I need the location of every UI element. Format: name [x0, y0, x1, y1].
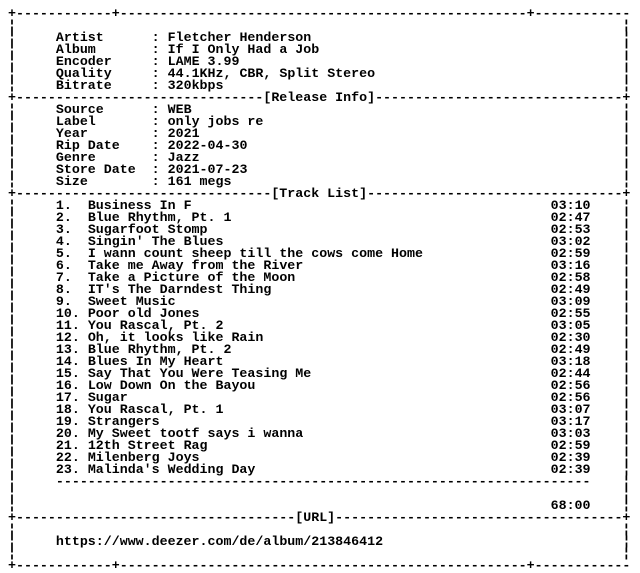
track-duration: 02:49 [550, 282, 591, 297]
row-edge: ¦ [8, 126, 56, 141]
track-number: 12. [55, 330, 88, 345]
track-duration: 03:05 [550, 318, 591, 333]
row-edge: ¦ [311, 30, 631, 45]
row-edge: ¦ [8, 78, 56, 93]
track-number: 20. [55, 426, 88, 441]
separator: : [143, 66, 168, 81]
row-edge: ¦ [8, 150, 56, 165]
row-edge: ¦ [8, 210, 56, 225]
row-edge: ¦ [247, 162, 631, 177]
separator: : [143, 174, 168, 189]
track-number: 1. [55, 198, 88, 213]
row-edge: ¦ [199, 150, 631, 165]
track-title: You Rascal, Pt. 2 [87, 318, 224, 333]
track-title: Blue Rhythm, Pt. 2 [87, 342, 232, 357]
row-edge: ¦ [8, 438, 56, 453]
row-edge: ¦ [8, 30, 56, 45]
row-edge: ¦ [590, 450, 631, 465]
track-title: Business In F [87, 198, 192, 213]
blank-row: ¦ ¦ [8, 486, 631, 501]
row-edge: ¦ [590, 390, 631, 405]
row-edge: ¦ [8, 294, 56, 309]
rip-date-label: Rip Date [55, 138, 144, 153]
section-rule: +----------------------------------- [8, 510, 296, 525]
bitrate-label: Bitrate [55, 78, 144, 93]
row-edge: ¦ [590, 414, 631, 429]
row-edge: ¦ [8, 42, 56, 57]
total-rule: ¦ ------------------------------------------------------------------- ¦ [8, 474, 631, 489]
separator: : [143, 162, 168, 177]
row-edge: ¦ [590, 402, 631, 417]
row-edge: ¦ [8, 534, 56, 549]
artist-value: Fletcher Henderson [167, 30, 312, 45]
row-edge: ¦ [590, 210, 631, 225]
row-edge: ¦ [590, 354, 631, 369]
row-edge: ¦ [590, 366, 631, 381]
row-edge: ¦ [247, 138, 631, 153]
section-rule: +-------------------------------- [8, 186, 272, 201]
row-edge: ¦ [590, 438, 631, 453]
bitrate-value: 320kbps [167, 78, 224, 93]
track-number: 5. [55, 246, 88, 261]
artist-label: Artist [55, 30, 144, 45]
row-edge: ¦ [8, 258, 56, 273]
year-label: Year [55, 126, 144, 141]
row-edge: ¦ [8, 318, 56, 333]
track-title: Singin' The Blues [87, 234, 224, 249]
row-edge: ¦ [375, 66, 631, 81]
track-duration: 02:39 [550, 450, 591, 465]
album-label: Album [55, 42, 144, 57]
label-value: only jobs re [167, 114, 264, 129]
blank-row: ¦ ¦ [8, 546, 631, 561]
row-edge: ¦ [8, 414, 56, 429]
track-number: 3. [55, 222, 88, 237]
section-rule: -------------------------------+ [375, 90, 631, 105]
track-duration: 03:17 [550, 414, 591, 429]
row-edge: ¦ [8, 402, 56, 417]
row-edge: ¦ [590, 234, 631, 249]
quality-value: 44.1KHz, CBR, Split Stereo [167, 66, 376, 81]
track-duration: 03:07 [550, 402, 591, 417]
row-edge: ¦ [199, 126, 631, 141]
row-edge: ¦ [590, 306, 631, 321]
track-title: Malinda's Wedding Day [87, 462, 256, 477]
track-duration: 02:58 [550, 270, 591, 285]
album-url: https://www.deezer.com/de/album/213846412 [55, 534, 384, 549]
rip-date-value: 2022-04-30 [167, 138, 248, 153]
track-number: 13. [55, 342, 88, 357]
track-number: 8. [55, 282, 88, 297]
row-edge: ¦ [8, 114, 56, 129]
row-edge: ¦ [8, 498, 551, 513]
bottom-border: +------------+---------------------------------------------------+------------ [8, 558, 631, 573]
track-number: 19. [55, 414, 88, 429]
row-edge: ¦ [590, 222, 631, 237]
track-duration: 03:03 [550, 426, 591, 441]
track-number: 10. [55, 306, 88, 321]
row-edge: ¦ [590, 270, 631, 285]
separator: : [143, 78, 168, 93]
track-number: 7. [55, 270, 88, 285]
track-title: Sugarfoot Stomp [87, 222, 208, 237]
row-edge: ¦ [590, 318, 631, 333]
track-number: 21. [55, 438, 88, 453]
track-title: Blue Rhythm, Pt. 1 [87, 210, 232, 225]
row-edge: ¦ [8, 462, 56, 477]
track-duration: 02:30 [550, 330, 591, 345]
track-number: 22. [55, 450, 88, 465]
track-title: I wann count sheep till the cows come Home [87, 246, 423, 261]
row-edge: ¦ [590, 498, 631, 513]
track-duration: 02:56 [550, 378, 591, 393]
row-edge: ¦ [8, 366, 56, 381]
release-info-heading: [Release Info] [263, 90, 376, 105]
track-duration: 03:02 [550, 234, 591, 249]
section-rule: --------------------------------+ [367, 186, 631, 201]
source-value: WEB [167, 102, 192, 117]
track-title: Sweet Music [87, 294, 176, 309]
track-duration: 03:10 [550, 198, 591, 213]
row-edge: ¦ [590, 294, 631, 309]
row-edge: ¦ [8, 246, 56, 261]
track-number: 18. [55, 402, 88, 417]
track-title: Strangers [87, 414, 160, 429]
row-edge: ¦ [239, 54, 631, 69]
track-duration: 03:09 [550, 294, 591, 309]
row-edge: ¦ [8, 234, 56, 249]
genre-value: Jazz [167, 150, 200, 165]
row-edge: ¦ [590, 258, 631, 273]
track-duration: 02:59 [550, 246, 591, 261]
encoder-label: Encoder [55, 54, 144, 69]
track-duration: 02:39 [550, 462, 591, 477]
row-edge: ¦ [223, 78, 631, 93]
row-edge: ¦ [8, 222, 56, 237]
track-duration: 03:16 [550, 258, 591, 273]
row-edge: ¦ [590, 426, 631, 441]
track-number: 15. [55, 366, 88, 381]
track-title: Poor old Jones [87, 306, 200, 321]
row-edge: ¦ [8, 66, 56, 81]
album-value: If I Only Had a Job [167, 42, 320, 57]
row-edge: ¦ [8, 450, 56, 465]
row-edge: ¦ [8, 354, 56, 369]
separator: : [143, 126, 168, 141]
row-edge: ¦ [590, 198, 631, 213]
row-edge: ¦ [263, 114, 631, 129]
row-edge: ¦ [8, 330, 56, 345]
track-title: Oh, it looks like Rain [87, 330, 264, 345]
track-duration: 02:49 [550, 342, 591, 357]
row-edge: ¦ [8, 390, 56, 405]
track-duration: 03:18 [550, 354, 591, 369]
track-title: IT's The Darndest Thing [87, 282, 272, 297]
encoder-value: LAME 3.99 [167, 54, 240, 69]
row-edge: ¦ [8, 54, 56, 69]
quality-label: Quality [55, 66, 144, 81]
row-edge: ¦ [8, 270, 56, 285]
track-title: Blues In My Heart [87, 354, 224, 369]
top-border: +------------+---------------------------------------------------+------------ [8, 6, 631, 21]
track-number: 9. [55, 294, 88, 309]
nfo-document [8, 8, 630, 572]
blank-row: ¦ ¦ [8, 522, 631, 537]
row-edge: ¦ [8, 102, 56, 117]
track-title: My Sweet tootf says i wanna [87, 426, 304, 441]
track-number: 23. [55, 462, 88, 477]
row-edge: ¦ [8, 174, 56, 189]
track-title: Low Down On the Bayou [87, 378, 256, 393]
track-number: 6. [55, 258, 88, 273]
row-edge: ¦ [590, 342, 631, 357]
source-label: Source [55, 102, 144, 117]
track-number: 11. [55, 318, 88, 333]
row-edge: ¦ [8, 426, 56, 441]
total-duration: 68:00 [550, 498, 591, 513]
separator: : [143, 150, 168, 165]
track-number: 14. [55, 354, 88, 369]
row-edge: ¦ [231, 174, 631, 189]
separator: : [143, 138, 168, 153]
separator: : [143, 102, 168, 117]
track-duration: 02:55 [550, 306, 591, 321]
track-duration: 02:56 [550, 390, 591, 405]
row-edge: ¦ [319, 42, 631, 57]
track-duration: 02:44 [550, 366, 591, 381]
track-number: 4. [55, 234, 88, 249]
url-heading: [URL] [295, 510, 336, 525]
row-edge: ¦ [590, 378, 631, 393]
size-label: Size [55, 174, 144, 189]
track-duration: 02:53 [550, 222, 591, 237]
separator: : [143, 42, 168, 57]
row-edge: ¦ [8, 306, 56, 321]
blank-row: ¦ ¦ [8, 18, 631, 33]
track-title: 12th Street Rag [87, 438, 208, 453]
store-date-label: Store Date [55, 162, 144, 177]
row-edge: ¦ [191, 102, 631, 117]
size-value: 161 megs [167, 174, 232, 189]
label-label: Label [55, 114, 144, 129]
separator: : [143, 30, 168, 45]
track-number: 2. [55, 210, 88, 225]
track-title: Take a Picture of the Moon [87, 270, 296, 285]
row-edge: ¦ [590, 282, 631, 297]
track-number: 16. [55, 378, 88, 393]
section-rule: +------------------------------- [8, 90, 264, 105]
track-title: Milenberg Joys [87, 450, 200, 465]
row-edge: ¦ [590, 246, 631, 261]
row-edge: ¦ [8, 162, 56, 177]
track-title: Sugar [87, 390, 128, 405]
row-edge: ¦ [590, 462, 631, 477]
separator: : [143, 54, 168, 69]
row-edge: ¦ [8, 378, 56, 393]
track-number: 17. [55, 390, 88, 405]
track-list-heading: [Track List] [271, 186, 368, 201]
row-edge: ¦ [590, 330, 631, 345]
track-title: Take me Away from the River [87, 258, 304, 273]
track-title: You Rascal, Pt. 1 [87, 402, 224, 417]
year-value: 2021 [167, 126, 200, 141]
row-edge: ¦ [8, 198, 56, 213]
section-rule: ------------------------------------+ [335, 510, 631, 525]
track-duration: 02:47 [550, 210, 591, 225]
genre-label: Genre [55, 150, 144, 165]
store-date-value: 2021-07-23 [167, 162, 248, 177]
row-edge: ¦ [8, 342, 56, 357]
separator: : [143, 114, 168, 129]
row-edge: ¦ [8, 282, 56, 297]
row-edge: ¦ [383, 534, 631, 549]
track-duration: 02:59 [550, 438, 591, 453]
track-title: Say That You Were Teasing Me [87, 366, 312, 381]
row-edge: ¦ [8, 138, 56, 153]
